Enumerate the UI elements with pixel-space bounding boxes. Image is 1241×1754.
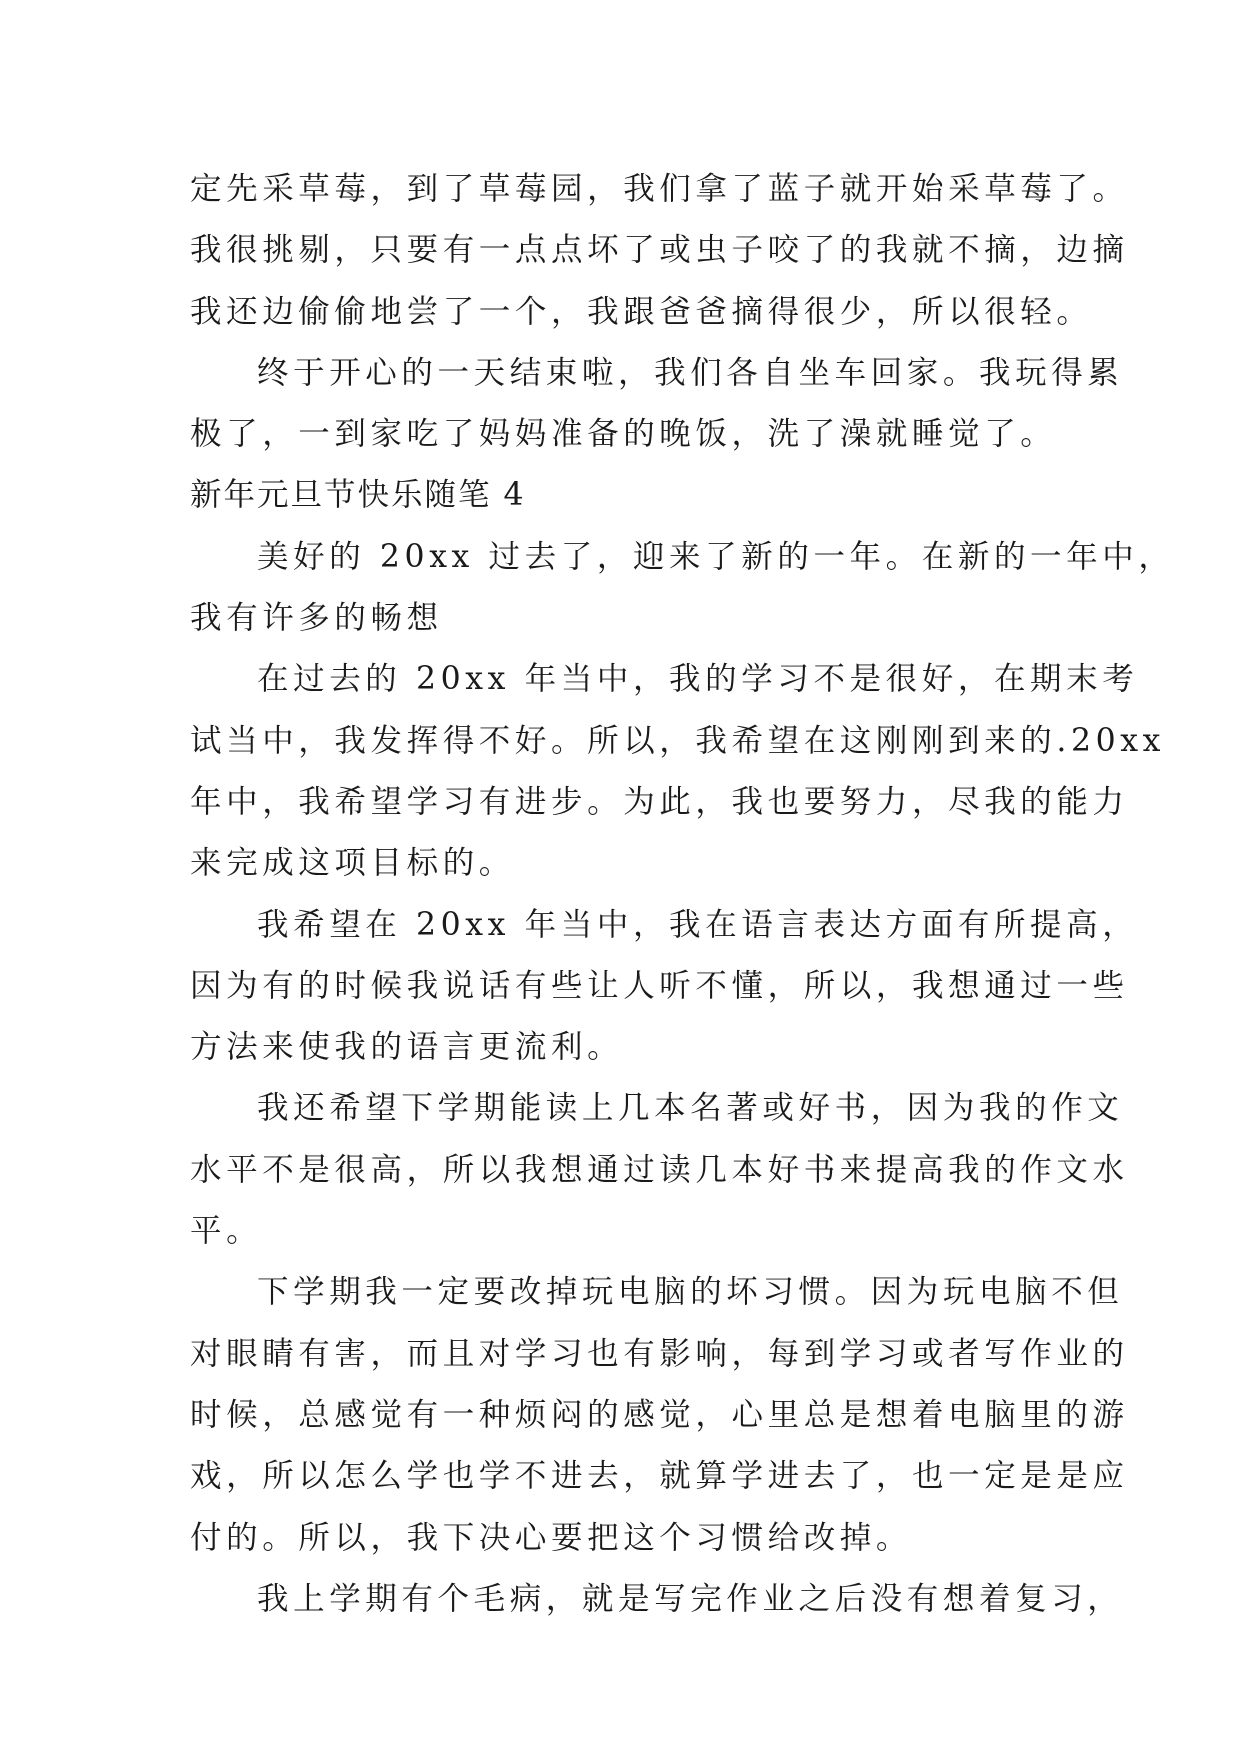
text-line: 平。	[190, 1213, 263, 1250]
text-line: 我还边偷偷地尝了一个，我跟爸爸摘得很少，所以很轻。	[190, 293, 1093, 330]
text-line: 定先采草莓，到了草莓园，我们拿了蓝子就开始采草莓了。	[190, 171, 1129, 207]
text-line: 我有许多的畅想	[190, 600, 443, 637]
text-line: 来完成这项目标的。	[190, 845, 515, 882]
text-line: 水平不是很高，所以我想通过读几本好书来提高我的作文水	[190, 1151, 1129, 1188]
text-line: 方法来使我的语言更流利。	[190, 1029, 624, 1066]
text-line: 付的。所以，我下决心要把这个习惯给改掉。	[190, 1519, 913, 1556]
text-line: 在过去的 20xx 年当中，我的学习不是很好，在期末考	[257, 661, 1139, 698]
document-body	[190, 159, 1175, 1630]
text-line: 下学期我一定要改掉玩电脑的坏习惯。因为玩电脑不但	[257, 1274, 1124, 1311]
text-line: 我很挑剔，只要有一点点坏了或虫子咬了的我就不摘，边摘	[190, 232, 1129, 269]
text-line: 终于开心的一天结束啦，我们各自坐车回家。我玩得累	[257, 354, 1124, 391]
text-line: 极了，一到家吃了妈妈准备的晚饭，洗了澡就睡觉了。	[190, 416, 1057, 453]
section-heading: 新年元旦节快乐随笔 4	[190, 477, 526, 514]
text-line: 戏，所以怎么学也学不进去，就算学进去了，也一定是是应	[190, 1458, 1129, 1495]
text-line: 我还希望下学期能读上几本名著或好书，因为我的作文	[257, 1090, 1124, 1127]
text-line: 美好的 20xx 过去了，迎来了新的一年。在新的一年中，	[257, 538, 1175, 575]
text-line: 我希望在 20xx 年当中，我在语言表达方面有所提高，	[257, 906, 1139, 943]
text-line: 因为有的时候我说话有些让人听不懂，所以，我想通过一些	[190, 967, 1129, 1004]
text-line: 年中，我希望学习有进步。为此，我也要努力，尽我的能力	[190, 783, 1129, 820]
text-line: 我上学期有个毛病，就是写完作业之后没有想着复习，	[257, 1580, 1124, 1617]
text-line: 试当中，我发挥得不好。所以，我希望在这刚刚到来的.20xx	[190, 722, 1166, 759]
text-line: 时候，总感觉有一种烦闷的感觉，心里总是想着电脑里的游	[190, 1396, 1129, 1433]
text-line: 对眼睛有害，而且对学习也有影响，每到学习或者写作业的	[190, 1335, 1129, 1372]
